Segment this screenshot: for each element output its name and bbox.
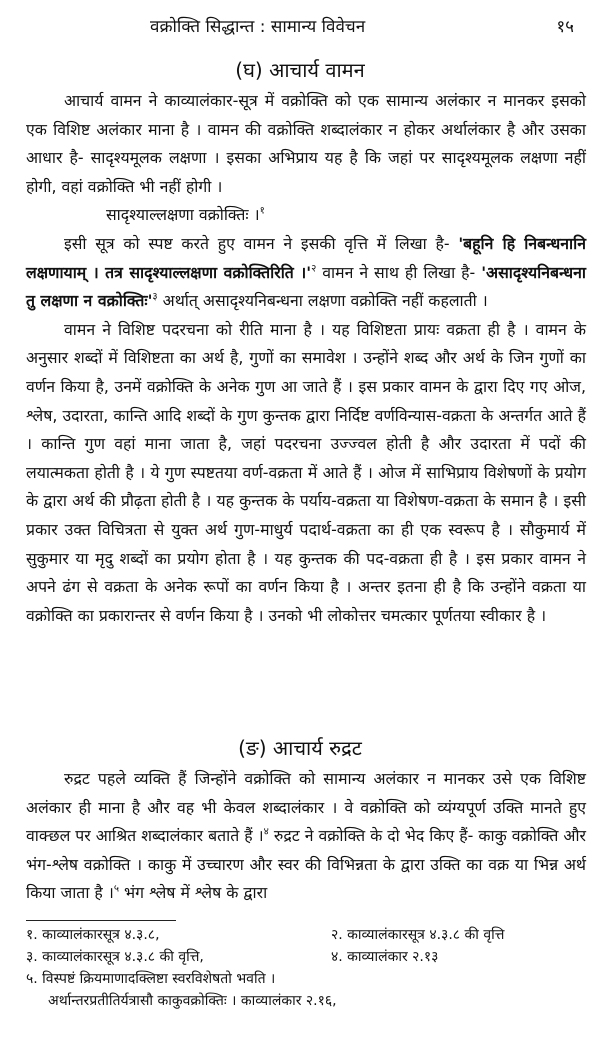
- quote-vritti-1: 'बहूनि हि निबन्धनानि लक्षणायाम् । तत्र सादृश्याल्लक्षणा वक्रोक्तिरिति ।': [26, 233, 586, 282]
- footnote-divider: [26, 920, 176, 921]
- sutra-text: सादृश्याल्लक्षणा वक्रोक्तिः ।: [106, 205, 260, 225]
- page-number: १५: [556, 17, 574, 37]
- footnote-5-continuation: अर्थान्तरप्रतीतिर्यत्रासौ काकुवक्रोक्तिः । काव्यालंकार २.१६,: [48, 993, 337, 1009]
- text-run: भंग श्लेष में श्लेष के द्वारा: [119, 883, 268, 903]
- text-run: वामन ने साथ ही लिखा है-: [316, 262, 482, 282]
- footnote-4: ४. काव्यालंकार २.१३: [331, 949, 439, 965]
- footnote-ref-3: ३: [152, 291, 158, 303]
- footnote-ref-1: १: [259, 206, 265, 218]
- footnote-ref-5: ५: [113, 884, 120, 896]
- footnote-5: ५. विस्पष्टं क्रियमाणादक्लिष्टा स्वरविशेषतो भवति ।: [26, 971, 276, 987]
- paragraph-vamana-riti: वामन ने विशिष्ट पदरचना को रीति माना है । यह विशिष्टता प्रायः वक्रता ही है । वामन के अनुसार शब्दों में विशिष्टता का अर्थ है, गुणों का समावेश । उन्होंने शब्द और अर्थ के जिन गुणों का वर्णन किया है, उनमें वक्रोक्ति के अनेक गुण आ जाते हैं । इस प्रकार वामन के द्वारा दिए गए ओज, श्लेष, उदारता, कान्ति आदि शब्दों के गुण कुन्तक द्वारा निर्दिष्ट वर्णविन्यास-वक्रता के अन्तर्गत आते हैं । कान्ति गुण वहां माना जाता है, जहां पदरचना उज्ज्वल होती है और उदारता में पदों की लयात्मकता होती है । ये गुण स्पष्टतया वर्ण-वक्रता में आते हैं । ओज में साभिप्राय विशेषणों के प्रयोग के द्वारा अर्थ की प्रौढ़ता होती है । यह कुन्तक के पर्याय-वक्रता या विशेषण-वक्रता के समान है । इसी प्रकार उक्त विचित्रता से युक्त अर्थ गुण-माधुर्य पदार्थ-वक्रता का ही एक स्वरूप है । सौकुमार्य में सुकुमार या मृदु शब्दों का प्रयोग होता है । यह कुन्तक की पद-वक्रता ही है । इस प्रकार वामन ने अपने ढंग से वक्रता के अनेक रूपों का वर्णन किया है । अन्तर इतना ही है कि उन्होंने वक्रता या वक्रोक्ति का प्रकारान्तर से वर्णन किया है । उनको भी लोकोत्तर चमत्कार पूर्णतया स्वीकार है ।: [26, 319, 586, 625]
- paragraph-vamana-vritti: [26, 230, 586, 316]
- paragraph-rudrata-intro: [26, 765, 586, 908]
- text-run: इसी सूत्र को स्पष्ट करते हुए वामन ने इसकी वृत्ति में लिखा है-: [64, 233, 459, 253]
- sutra-quote: [26, 201, 586, 230]
- footnote-3: ३. काव्यालंकारसूत्र ४.३.८ की वृत्ति,: [26, 949, 204, 965]
- text-run: अर्थात् असादृश्यनिबन्धना लक्षणा वक्रोक्ति नहीं कहलाती ।: [157, 291, 488, 311]
- footnote-ref-2: २: [311, 263, 317, 275]
- text-run: रुद्रट पहले व्यक्ति हैं जिन्होंने वक्रोक्ति को सामान्य अलंकार न मानकर उसे एक विशिष्ट अलंकार ही माना है और वह भी केवल शब्दालंकार । वे वक्रोक्ति को व्यंग्यपूर्ण उक्ति मानते हुए वाक्छल पर आश्रित शब्दालंकार बताते हैं ।: [26, 769, 586, 846]
- footnote-row: [26, 924, 586, 946]
- section-heading-vamana: (घ) आचार्य वामन: [235, 58, 365, 82]
- text-run: रुद्रट ने वक्रोक्ति के दो भेद किए हैं- काकु वक्रोक्ति और भंग-श्लेष वक्रोक्ति । काकु में उच्चारण और स्वर की विभिन्नता के द्वारा उक्ति का वक्र या भिन्न अर्थ किया जाता है ।: [26, 826, 586, 903]
- section-body-rudrata: [26, 765, 586, 908]
- quote-vritti-2: 'असादृश्यनिबन्धना तु लक्षणा न वक्रोक्तिः': [26, 262, 586, 311]
- running-title: वक्रोक्ति सिद्धान्त : सामान्य विवेचन: [150, 17, 366, 37]
- footnote-row: [26, 946, 586, 968]
- footnote-1: १. काव्यालंकारसूत्र ४.३.८,: [26, 927, 160, 943]
- footnote-2: २. काव्यालंकारसूत्र ४.३.८ की वृत्ति: [331, 927, 505, 943]
- section-heading-rudrata: (ङ) आचार्य रुद्रट: [238, 736, 362, 760]
- footnote-ref-4: ४: [263, 826, 269, 838]
- running-header: [0, 14, 600, 40]
- footnotes: [26, 924, 586, 1012]
- section-body-vamana: [26, 87, 586, 630]
- paragraph-vamana-intro: आचार्य वामन ने काव्यालंकार-सूत्र में वक्रोक्ति को एक सामान्य अलंकार न मानकर इसको एक विशिष्ट अलंकार माना है । वामन की वक्रोक्ति शब्दालंकार न होकर अर्थालंकार है और उसका आधार है- सादृश्यमूलक लक्षणा । इसका अभिप्राय यह है कि जहां पर सादृश्यमूलक लक्षणा नहीं होगी, वहां वक्रोक्ति भी नहीं होगी ।: [26, 91, 586, 196]
